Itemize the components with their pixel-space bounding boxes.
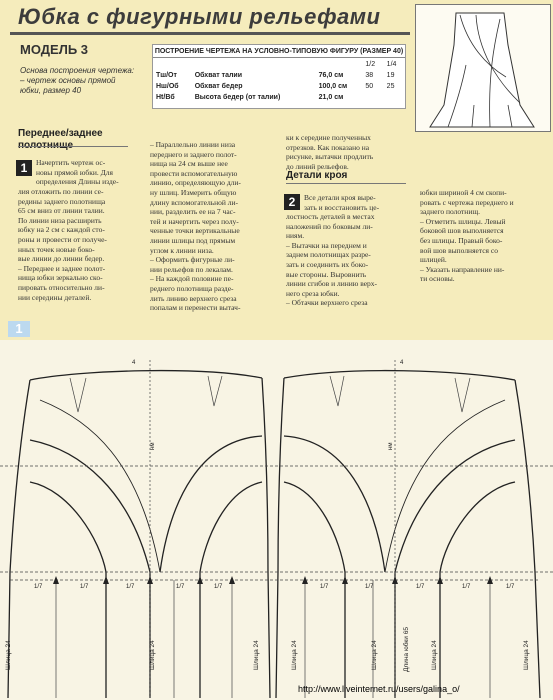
dart-depth-label: 4 <box>400 360 404 366</box>
fraction-label: 1/7 <box>416 584 425 590</box>
text-line: зать и соединить их боко- <box>286 259 369 269</box>
section-heading-line: Переднее/заднее <box>18 128 103 139</box>
fraction-label: 1/7 <box>34 584 43 590</box>
slit-label: Шлица 24 <box>5 640 12 670</box>
text-line: ти основы. <box>420 274 455 284</box>
measure-name: Обхват талии <box>194 72 243 79</box>
text-line: длину вспомогательной ли- <box>150 197 239 207</box>
fraction-label: 1/7 <box>320 584 329 590</box>
table-row <box>153 70 405 81</box>
measure-name: Высота бедер (от талии) <box>194 94 281 101</box>
model-label: МОДЕЛЬ 3 <box>20 42 89 57</box>
text-line: ниям. <box>286 231 305 241</box>
text-line: заднего полотнищ. <box>420 207 480 217</box>
text-line: – Переднее и заднее полот- <box>18 263 106 273</box>
text-line: – Обтачки верхнего среза <box>286 298 368 308</box>
text-line: вые линии до линии бедер. <box>18 254 105 264</box>
instruction-column-2 <box>150 140 278 313</box>
measure-quarter: 25 <box>386 83 395 90</box>
skirt-length-label: Длина юбки 65 <box>403 627 410 672</box>
text-line: лить линию верхнего среза <box>150 293 237 303</box>
text-line: зать и восстановить це- <box>304 202 380 212</box>
text-line: нии рельефов по лекалам. <box>150 264 233 274</box>
fraction-label: 1/7 <box>176 584 185 590</box>
basis-line: юбки, размер 40 <box>20 86 82 95</box>
grain-label: нм <box>388 442 394 450</box>
text-line: провести вспомогательную <box>150 168 238 178</box>
text-line: – Вытачки на переднем и <box>286 240 367 250</box>
text-line: ну шлиц. Измерить общую <box>150 187 237 197</box>
measure-half: 38 <box>365 72 374 79</box>
instruction-column-1 <box>36 158 140 187</box>
title-divider <box>10 32 410 35</box>
table-row <box>153 81 405 92</box>
measure-half: 50 <box>365 83 374 90</box>
slit-label: Шлица 24 <box>149 640 156 670</box>
text-line: Все детали кроя выре- <box>304 193 376 202</box>
skirt-sketch-image <box>415 4 551 132</box>
instruction-column-3 <box>286 133 412 171</box>
instruction-column-4 <box>420 188 548 284</box>
section-divider <box>286 183 406 184</box>
table-row <box>153 92 405 103</box>
section-heading-front-back <box>18 128 103 152</box>
text-line: без шлицы. Правый боко- <box>420 235 503 245</box>
text-line: По линии низа расширить <box>18 215 102 225</box>
measure-name: Обхват бедер <box>194 83 243 90</box>
step-number-badge: 2 <box>284 194 300 210</box>
measure-quarter: 19 <box>386 72 395 79</box>
slit-label: Шлица 24 <box>431 640 438 670</box>
text-line: пировать относительно ли- <box>18 282 105 292</box>
text-line: – Указать направление ни- <box>420 264 505 274</box>
basis-line: – чертеж основы прямой <box>20 76 116 85</box>
section-heading-cut-details: Детали кроя <box>286 170 348 181</box>
text-line: рисунке, вытачки продлить <box>286 152 374 162</box>
skirt-sketch-illustration <box>416 5 550 131</box>
figure-number-badge: 1 <box>8 321 30 337</box>
text-line: линии сгибов и линию верх- <box>286 279 378 289</box>
watermark-url[interactable]: http://www.liveinternet.ru/users/galina_o/ <box>298 684 460 694</box>
measure-half <box>362 92 383 103</box>
text-line: нии, разделить ее на 7 час- <box>150 207 236 217</box>
measure-value: 76,0 см <box>318 72 344 79</box>
text-line: линию, определяющую дли- <box>150 178 241 188</box>
slit-label: Шлица 24 <box>291 640 298 670</box>
text-line: нии середины деталей. <box>18 292 92 302</box>
slit-label: Шлица 24 <box>371 640 378 670</box>
slit-label: Шлица 24 <box>253 640 260 670</box>
text-line: заднем полотнищах разре- <box>286 250 371 260</box>
text-line: лия отложить по линии се- <box>18 187 104 196</box>
text-line: вой шов выполняется со <box>420 245 498 255</box>
text-line: отрезков. Как показано на <box>286 142 370 152</box>
fraction-label: 1/7 <box>126 584 135 590</box>
measure-code: Нш/Об <box>156 83 179 90</box>
text-line: – Параллельно линии низа <box>150 140 236 149</box>
text-line: лостность деталей в местах <box>286 212 375 221</box>
page-title: Юбка с фигурными рельефами <box>18 4 381 29</box>
text-line: редины заднего полотнища <box>18 196 106 206</box>
text-line: нных точек новые боко- <box>18 244 95 254</box>
text-line: роны и провести от получе- <box>18 234 107 244</box>
fraction-label: 1/7 <box>80 584 89 590</box>
step-number-badge: 1 <box>16 160 32 176</box>
text-line: – Оформить фигурные ли- <box>150 255 235 265</box>
text-line: – На каждой половине пе- <box>150 274 234 284</box>
text-line: – Отметить шлицы. Левый <box>420 216 506 226</box>
fraction-label: 1/7 <box>214 584 223 590</box>
measure-quarter <box>384 92 405 103</box>
basis-note <box>20 66 150 96</box>
text-line: юбку на 2 см с каждой сто- <box>18 225 105 235</box>
text-line: ровать с чертежа переднего и <box>420 197 514 207</box>
text-line: до линий рельефов. <box>286 161 349 171</box>
section-divider <box>18 146 128 147</box>
text-line: ченные точки вертикальные <box>150 226 240 236</box>
instruction-column-1-cont <box>18 187 142 302</box>
text-line: наложений по боковым ли- <box>286 221 373 231</box>
pattern-drawing <box>0 340 553 700</box>
measure-code: Тш/От <box>156 72 177 79</box>
text-line: переднего и заднего полот- <box>150 149 237 159</box>
fraction-header: 1/4 <box>386 61 397 68</box>
text-line: вые стороны. Выровнить <box>286 269 367 279</box>
fraction-header: 1/2 <box>365 61 376 68</box>
fraction-label: 1/7 <box>365 584 374 590</box>
text-line: реднего полотнища разде- <box>150 283 234 293</box>
text-line: 65 см вниз от линии талии. <box>18 206 105 216</box>
measure-value: 21,0 см <box>318 94 344 101</box>
text-line: нища юбки зеркально ско- <box>18 273 103 283</box>
text-line: него среза юбки. <box>286 288 340 298</box>
text-line: шлицей. <box>420 255 447 265</box>
text-line: боковой шов выполняется <box>420 226 504 236</box>
instruction-column-3c <box>286 212 414 308</box>
grain-label: нм <box>150 442 156 450</box>
measure-value: 100,0 см <box>318 83 348 90</box>
measurements-header: ПОСТРОЕНИЕ ЧЕРТЕЖА НА УСЛОВНО-ТИПОВУЮ ФИГУРУ (РАЗМЕР 40) <box>153 45 405 58</box>
text-line: углом к линии низа. <box>150 245 214 255</box>
text-line: тей и начертить через полу- <box>150 216 239 226</box>
measurements-table <box>152 44 406 109</box>
text-line: определения Длины изде- <box>36 177 119 187</box>
fraction-label: 1/7 <box>506 584 515 590</box>
instruction-column-3b <box>304 193 412 212</box>
slit-label: Шлица 24 <box>523 640 530 670</box>
dart-depth-label: 4 <box>132 360 136 366</box>
text-line: попалам и перенести вытач- <box>150 303 241 313</box>
measure-code: Ht/Вб <box>156 94 175 101</box>
text-line: ки к середине полученных <box>286 133 371 142</box>
text-line: линии шлицы под прямым <box>150 235 236 245</box>
text-line: Начертить чертеж ос- <box>36 158 106 167</box>
fraction-label: 1/7 <box>462 584 471 590</box>
text-line: юбки шириной 4 см скопи- <box>420 188 507 197</box>
text-line: нища на 24 см выше нее <box>150 159 228 169</box>
basis-heading: Основа построения чертежа: <box>20 66 135 75</box>
text-line: новы прямой юбки. Для <box>36 167 113 177</box>
